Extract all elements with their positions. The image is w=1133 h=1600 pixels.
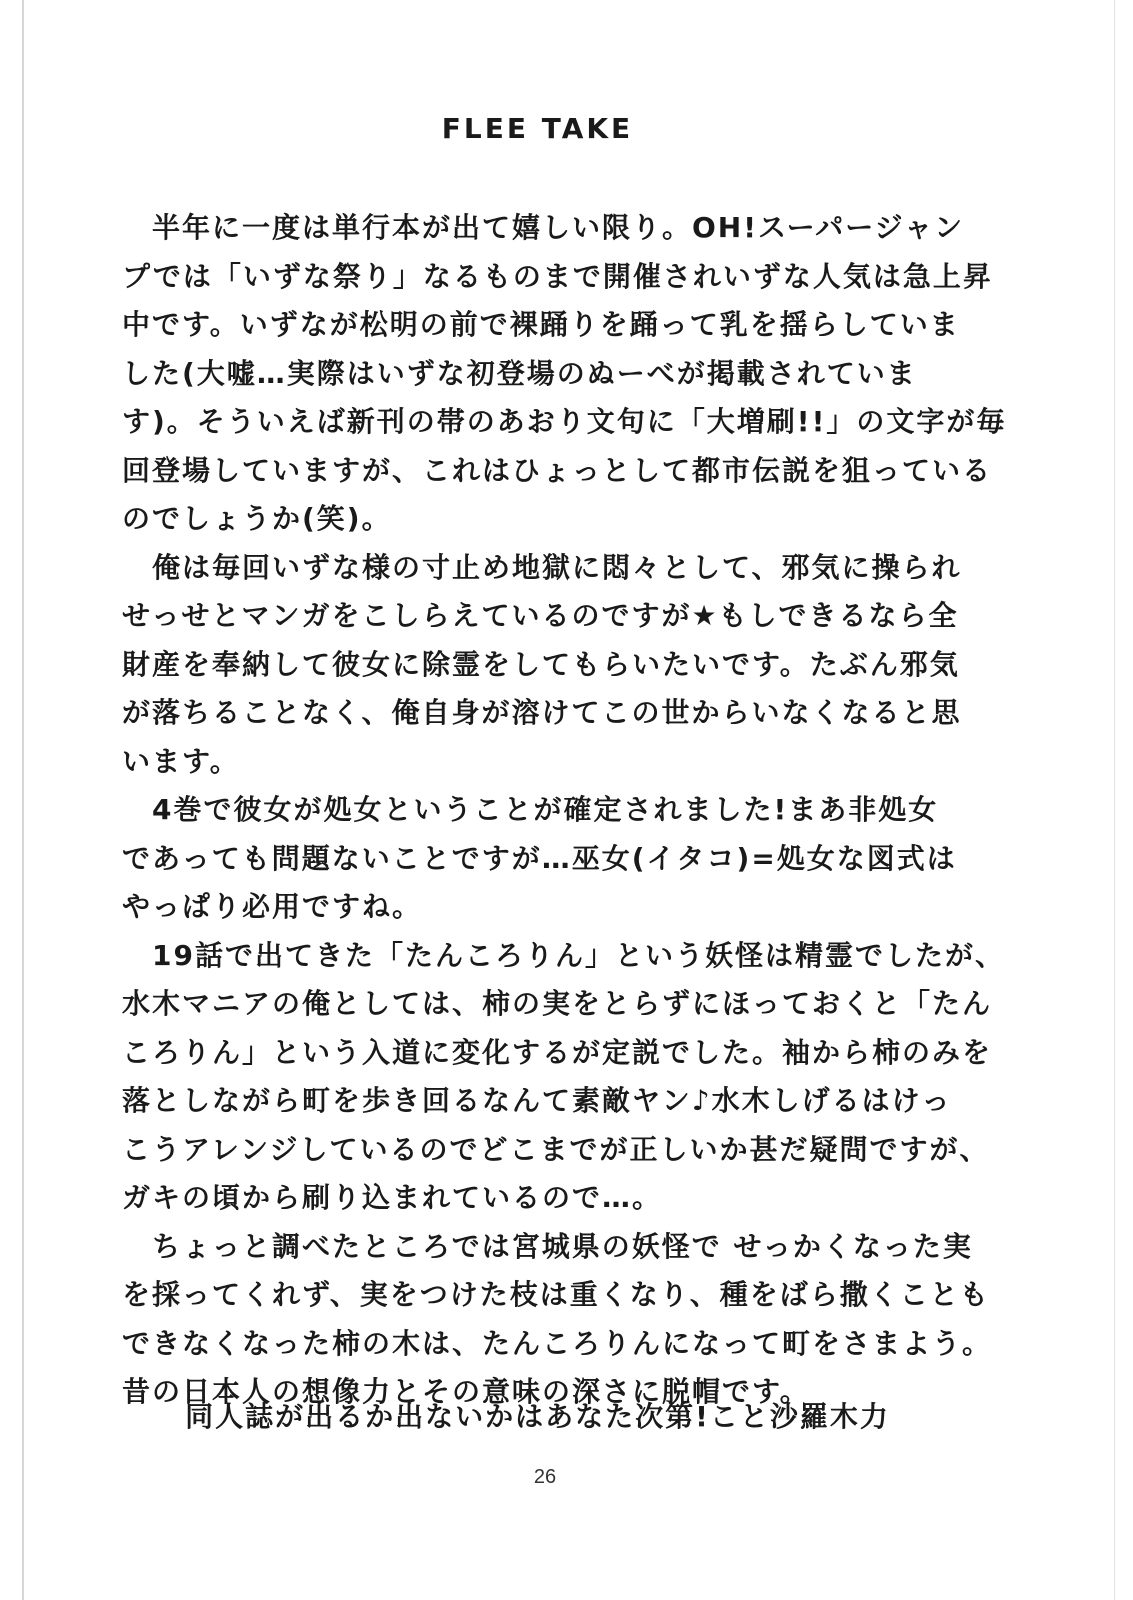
text-line: ころりん」という入道に変化するが定説でした。袖から柿のみを (122, 1035, 993, 1069)
text-line: 昔の日本人の想像力とその意味の深さに脱帽です。 (122, 1375, 810, 1408)
text-line: プでは「いずな祭り」なるものまで開催されいずな人気は急上昇 (122, 259, 993, 293)
page-edge-right (1114, 0, 1115, 1600)
body-text (122, 204, 1007, 1417)
text-line: やっぱり必用ですね。 (122, 890, 423, 923)
text-line: 落としながら町を歩き回るなんて素敵ヤン♪水木しげるはけっ (122, 1084, 952, 1117)
text-line: であっても問題ないことですが…巫女(イタコ)=処女な図式は (122, 841, 957, 875)
page-number: 26 (533, 1466, 557, 1488)
text-line: います。 (122, 744, 240, 778)
text-line: せっせとマンガをこしらえているのですが★もしできるなら全 (122, 599, 959, 632)
text-line: のでしょうか(笑)。 (122, 502, 392, 535)
text-line: できなくなった柿の木は、たんころりんになって町をさまよう。 (122, 1326, 993, 1360)
text-line: 19話で出てきた「たんころりん」という妖怪は精霊でしたが、 (122, 938, 1005, 972)
text-line: 回登場していますが、これはひょっとして都市伝説を狙っている (122, 453, 993, 487)
text-line: 俺は毎回いずな様の寸止め地獄に悶々として、邪気に操られ (122, 550, 962, 584)
text-line: 水木マニアの俺としては、柿の実をとらずにほっておくと「たん (122, 987, 993, 1020)
page-title: FLEE TAKE (441, 112, 634, 145)
text-line: 中です。いずなが松明の前で裸踊りを踊って乳を揺らしていま (122, 308, 960, 341)
text-line: を採ってくれず、実をつけた枝は重くなり、種をばら撒くことも (122, 1278, 990, 1311)
text-line: す)。そういえば新刊の帯のあおり文句に「大増刷!!」の文字が毎 (122, 405, 1007, 438)
text-line: が落ちることなく、俺自身が溶けてこの世からいなくなると思 (122, 696, 962, 729)
text-line: 半年に一度は単行本が出て嬉しい限り。OH!スーパージャン (122, 211, 965, 244)
text-line: 4巻で彼女が処女ということが確定されました!まあ非処女 (122, 793, 939, 826)
text-line: 財産を奉納して彼女に除霊をしてもらいたいです。たぶん邪気 (122, 647, 960, 681)
text-line: した(大嘘…実際はいずな初登場のぬーべが掲載されていま (122, 356, 917, 390)
text-line: ちょっと調べたところでは宮城県の妖怪で せっかくなった実 (122, 1229, 973, 1263)
text-line: ガキの頃から刷り込まれているので…。 (122, 1181, 663, 1214)
page-edge-left (22, 0, 24, 1600)
author-signature: 同人誌が出るか出ないかはあなた次第!こと沙羅木力 (185, 1400, 890, 1433)
text-line: こうアレンジしているのでどこまでが正しいか甚だ疑問ですが、 (122, 1132, 990, 1166)
